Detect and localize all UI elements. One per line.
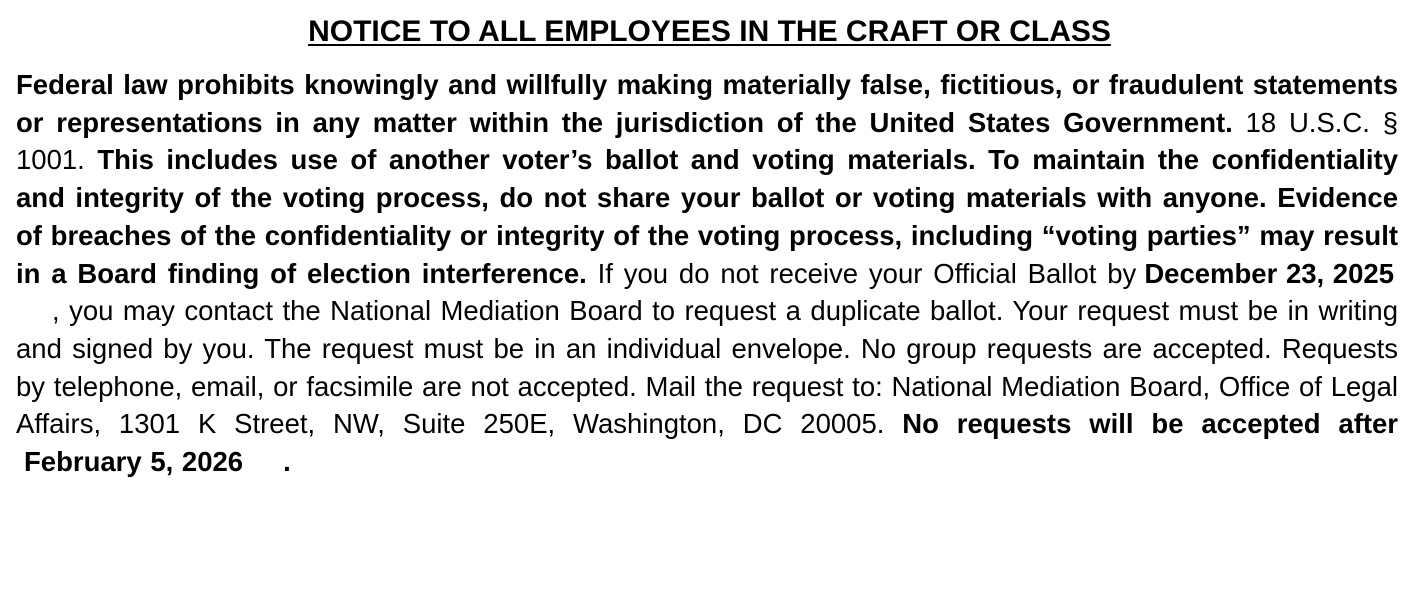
duplicate-ballot-instructions: , you may contact the National Mediation Board to request a duplicate ballot. Your request must be in writing and signed by you. The request must be in an individual envelope. No group requests are accepted. Requests by telephone, email, or facsimile are not accepted. Mail the request to: National Mediation Board, Office of Legal Affairs, 1301 K Street, NW, Suite 250E, Washington, DC 20005. xyxy=(16,295,1398,440)
confidentiality-warning: This includes use of another voter’s ballot and voting materials. To maintain the confidentiality and integrity of the voting process, do not share your ballot or voting materials with anyone. Evidence of breaches of the confidentiality or integrity of the voting process, including “voting parties” may result in a Board finding of election interference. xyxy=(16,144,1398,289)
statute-citation: 18 U.S.C. § 1001. xyxy=(16,106,1398,176)
notice-title-text: NOTICE TO ALL EMPLOYEES IN THE CRAFT OR CLASS xyxy=(308,15,1111,48)
notice-body xyxy=(16,66,1398,481)
deadline-date: February 5, 2026 xyxy=(24,446,244,478)
duplicate-ballot-intro: If you do not receive your Official Ballot by xyxy=(597,257,1137,289)
notice-title xyxy=(0,12,1419,52)
deadline-period: . xyxy=(283,446,291,478)
deadline-statement: No requests will be accepted after xyxy=(902,408,1399,440)
ballot-receipt-date: December 23, 2025 xyxy=(1144,257,1394,289)
federal-law-statement: Federal law prohibits knowingly and willfully making materially false, fictitious, or fraudulent statements or representations in any matter within the jurisdiction of the United States Government. xyxy=(16,69,1398,138)
